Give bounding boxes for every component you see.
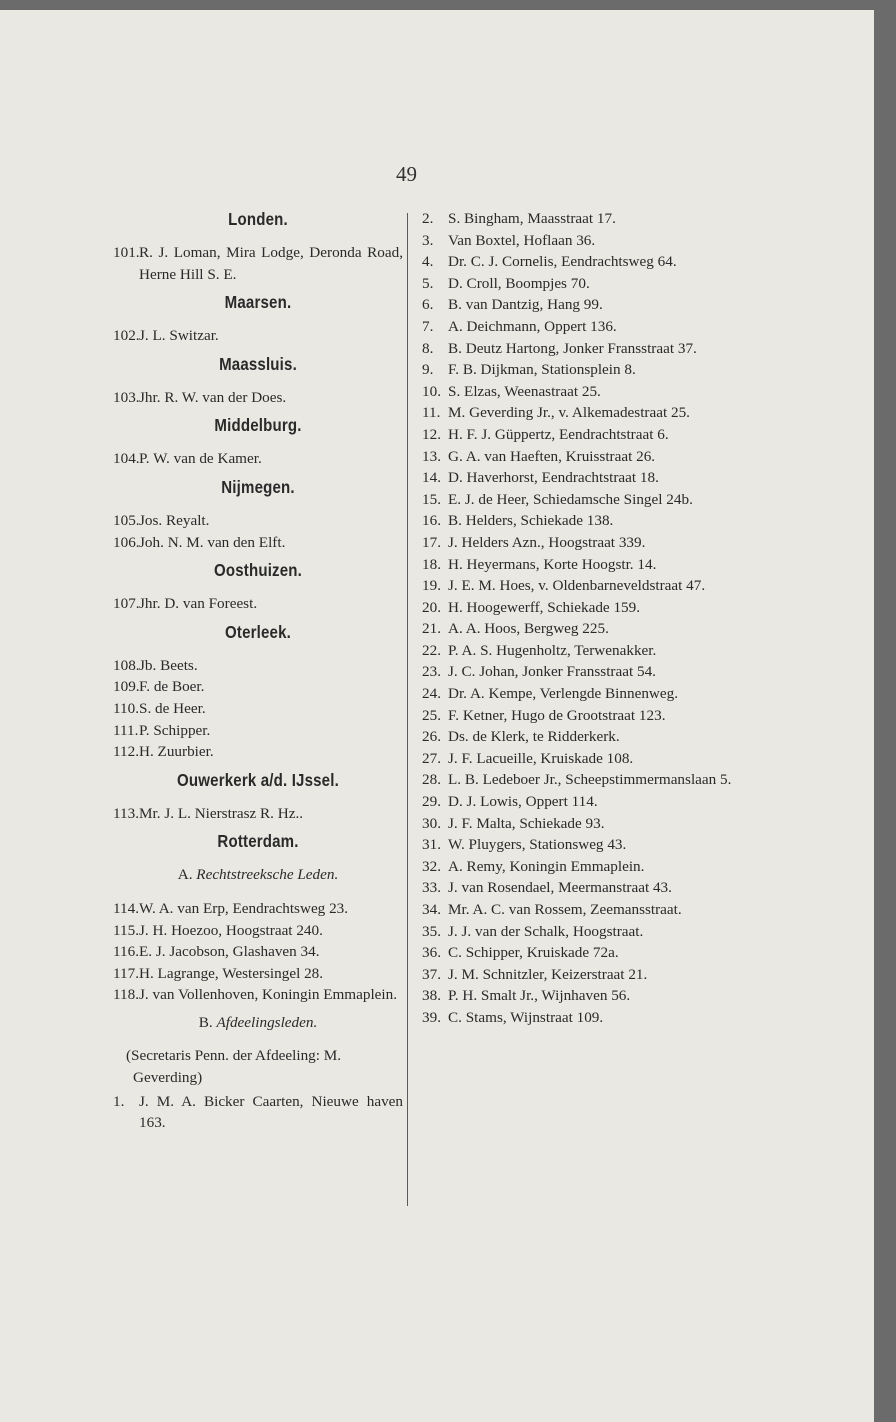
entry-number: 115. (113, 921, 140, 939)
entry-number: 111. (113, 721, 139, 739)
member-entry (113, 655, 403, 677)
member-entry (422, 877, 740, 899)
entry-text: Jhr. R. W. van der Does. (139, 388, 287, 406)
member-entry (422, 532, 740, 554)
entry-number: 24. (422, 685, 441, 703)
entry-text: P. Schipper. (139, 721, 211, 739)
entry-text: C. Schipper, Kruiskade 72a. (448, 944, 619, 962)
page-number: 49 (396, 162, 417, 186)
place-heading: Oosthuizen. (213, 560, 303, 581)
member-entry (422, 230, 740, 252)
entry-text: Mr. A. C. van Rossem, Zeemansstraat. (448, 901, 682, 918)
entry-number: 19. (422, 577, 441, 595)
entry-text: Jb. Beets. (139, 656, 198, 674)
member-entry (422, 446, 740, 468)
entry-text: J. van Rosendael, Meermanstraat 43. (448, 879, 672, 897)
member-entry (422, 208, 740, 230)
member-entry (422, 921, 740, 943)
entry-number: 1. (113, 1092, 125, 1110)
entry-text: W. Pluygers, Stationsweg 43. (448, 836, 627, 854)
entry-text: A. Deichmann, Oppert 136. (448, 317, 617, 335)
entry-number: 104. (113, 450, 140, 468)
entry-number: 101. (113, 244, 140, 261)
member-entry (422, 510, 740, 532)
member-entry (422, 575, 740, 597)
member-entry (113, 963, 403, 985)
member-entry (422, 618, 740, 640)
member-entry (422, 748, 740, 770)
entry-text: E. J. Jacobson, Glashaven 34. (139, 943, 320, 961)
place-heading: Maassluis. (219, 353, 297, 374)
member-entry (422, 942, 740, 964)
entry-text: D. J. Lowis, Oppert 114. (448, 793, 598, 811)
entry-text: J. M. Schnitzler, Keizerstraat 21. (448, 965, 648, 983)
member-entry (113, 898, 403, 920)
entry-text: Mr. J. L. Nierstrasz R. Hz.. (139, 804, 304, 822)
section-title: Afdeelingsleden. (216, 1013, 318, 1031)
entry-number: 27. (422, 749, 441, 767)
entry-text: A. A. Hoos, Bergweg 225. (448, 620, 609, 638)
entry-number: 38. (422, 987, 441, 1005)
entry-text: W. A. van Erp, Eendrachtsweg 23. (139, 899, 349, 917)
entry-text: B. Deutz Hartong, Jonker Fransstraat 37. (448, 339, 697, 357)
member-entry (422, 424, 740, 446)
column-divider (407, 213, 408, 1206)
entry-number: 116. (113, 943, 140, 961)
member-entry (422, 726, 740, 748)
entry-text: Jhr. D. van Foreest. (139, 595, 258, 613)
member-entry (422, 661, 740, 683)
entry-text: S. Elzas, Weenastraat 25. (448, 382, 601, 400)
entry-number: 6. (422, 296, 434, 314)
entry-number: 29. (422, 793, 441, 811)
member-entry (113, 532, 403, 554)
entry-text: D. Croll, Boompjes 70. (448, 274, 590, 292)
entry-text: B. Helders, Schiekade 138. (448, 512, 614, 530)
member-entry (113, 920, 403, 942)
member-entry (113, 1091, 403, 1134)
entry-text: S. Bingham, Maasstraat 17. (448, 210, 616, 227)
member-entry (113, 676, 403, 698)
entry-text: P. H. Smalt Jr., Wijnhaven 56. (448, 987, 631, 1005)
section-subheading (113, 1012, 403, 1034)
entry-number: 16. (422, 512, 441, 530)
entry-text: J. H. Hoezoo, Hoogstraat 240. (139, 921, 323, 939)
entry-number: 28. (422, 771, 441, 789)
member-entry (113, 698, 403, 720)
member-entry (422, 683, 740, 705)
member-entry (422, 964, 740, 986)
entry-text: J. F. Malta, Schiekade 93. (448, 814, 605, 832)
entry-number: 37. (422, 965, 441, 983)
entry-number: 15. (422, 490, 441, 508)
entry-text: F. Ketner, Hugo de Grootstraat 123. (448, 706, 666, 724)
entry-number: 20. (422, 598, 441, 616)
entry-number: 36. (422, 944, 441, 962)
section-title: Rechtstreeksche Leden. (196, 866, 339, 884)
section-letter: B. (198, 1013, 213, 1031)
member-entry (113, 720, 403, 742)
member-entry (113, 325, 403, 347)
entry-text: L. B. Ledeboer Jr., Scheepstimmermanslaan 5. (448, 771, 732, 789)
entry-number: 4. (422, 253, 434, 271)
entry-number: 105. (113, 511, 140, 529)
entry-text: H. Zuurbier. (139, 743, 214, 761)
entry-number: 102. (113, 327, 140, 345)
entry-number: 3. (422, 231, 434, 249)
entry-number: 9. (422, 361, 434, 379)
member-entry (422, 251, 740, 273)
entry-number: 103. (113, 388, 140, 406)
entry-text: H. Lagrange, Westersingel 28. (139, 964, 324, 982)
entry-text: D. Haverhorst, Eendrachtstraat 18. (448, 469, 659, 487)
member-entry (422, 554, 740, 576)
entry-number: 23. (422, 663, 441, 681)
entry-text: Jos. Reyalt. (139, 511, 210, 529)
member-entry (422, 402, 740, 424)
entry-number: 118. (113, 986, 140, 1004)
entry-text: J. C. Johan, Jonker Fransstraat 54. (448, 663, 656, 681)
entry-text: Dr. A. Kempe, Verlengde Binnenweg. (448, 685, 679, 703)
entry-number: 106. (113, 533, 140, 551)
member-entry (422, 769, 740, 791)
entry-text: F. B. Dijkman, Stationsplein 8. (448, 361, 636, 379)
member-entry (113, 510, 403, 532)
entry-text: M. Geverding Jr., v. Alkemadestraat 25. (448, 404, 690, 422)
section-note: (Secretaris Penn. der Afdeeling: M. Geverding) (126, 1047, 342, 1087)
member-entry (422, 489, 740, 511)
entry-text: H. F. J. Güppertz, Eendrachtstraat 6. (448, 425, 669, 443)
entry-number: 18. (422, 555, 441, 573)
entry-text: J. F. Lacueille, Kruiskade 108. (448, 749, 634, 767)
entry-number: 17. (422, 533, 441, 551)
entry-number: 13. (422, 447, 441, 465)
entry-number: 39. (422, 1008, 441, 1026)
entry-number: 108. (113, 656, 140, 674)
entry-number: 109. (113, 678, 140, 696)
entry-number: 31. (422, 836, 441, 854)
entry-text: J. J. van der Schalk, Hoogstraat. (448, 922, 644, 940)
entry-text: H. Heyermans, Korte Hoogstr. 14. (448, 555, 657, 573)
place-heading: Nijmegen. (221, 476, 295, 497)
entry-number: 25. (422, 706, 441, 724)
entry-number: 26. (422, 728, 441, 746)
entry-text: J. E. M. Hoes, v. Oldenbarneveldstraat 47. (448, 577, 706, 595)
place-heading: Rotterdam. (217, 831, 299, 852)
place-heading: Middelburg. (214, 415, 302, 436)
member-entry (422, 1007, 740, 1029)
member-entry (422, 791, 740, 813)
entry-number: 5. (422, 274, 434, 292)
place-heading: Oterleek. (225, 621, 291, 642)
place-heading: Maarsen. (224, 292, 292, 313)
entry-number: 107. (113, 595, 140, 613)
member-entry (113, 593, 403, 615)
member-entry (113, 941, 403, 963)
entry-number: 14. (422, 469, 441, 487)
member-entry (422, 273, 740, 295)
member-entry (422, 359, 740, 381)
entry-text: Van Boxtel, Hoflaan 36. (448, 231, 596, 249)
entry-number: 117. (113, 964, 140, 982)
entry-number: 112. (113, 743, 140, 761)
entry-number: 33. (422, 879, 441, 897)
member-entry (422, 316, 740, 338)
entry-text: J. van Vollenhoven, Koningin Emmaplein. (139, 986, 398, 1004)
entry-number: 30. (422, 814, 441, 832)
entry-text: C. Stams, Wijnstraat 109. (448, 1008, 604, 1026)
entry-text: J. Helders Azn., Hoogstraat 339. (448, 533, 646, 551)
right-column (422, 208, 740, 1029)
entry-text: P. A. S. Hugenholtz, Terwenakker. (448, 641, 657, 659)
member-entry (422, 640, 740, 662)
entry-number: 7. (422, 317, 434, 335)
member-entry (113, 741, 403, 763)
section-letter: A. (177, 866, 193, 884)
entry-number: 22. (422, 641, 441, 659)
place-heading: Ouwerkerk a/d. IJssel. (177, 769, 339, 790)
member-entry (422, 834, 740, 856)
member-entry (113, 984, 403, 1006)
entry-number: 12. (422, 425, 441, 443)
member-entry (422, 705, 740, 727)
entry-text: J. M. A. Bicker Caarten, Nieuwe haven 163. (139, 1092, 403, 1132)
member-entry (422, 856, 740, 878)
entry-number: 10. (422, 382, 441, 400)
member-entry (422, 985, 740, 1007)
member-entry (113, 448, 403, 470)
left-column (113, 208, 403, 1134)
member-entry (422, 294, 740, 316)
entry-number: 32. (422, 857, 441, 875)
entry-number: 110. (113, 699, 140, 717)
place-heading: Londen. (228, 209, 288, 229)
entry-text: Joh. N. M. van den Elft. (139, 533, 286, 551)
member-entry (422, 338, 740, 360)
document-page (0, 10, 874, 1422)
member-entry (113, 242, 403, 285)
entry-number: 2. (422, 210, 434, 227)
entry-number: 8. (422, 339, 434, 357)
entry-text: P. W. van de Kamer. (139, 450, 262, 468)
entry-number: 11. (422, 404, 441, 422)
entry-text: R. J. Loman, Mira Lodge, Deronda Road, Herne Hill S. E. (139, 244, 403, 283)
member-entry (422, 381, 740, 403)
entry-number: 21. (422, 620, 441, 638)
entry-text: B. van Dantzig, Hang 99. (448, 296, 603, 314)
entry-text: F. de Boer. (139, 678, 205, 696)
entry-number: 113. (113, 804, 140, 822)
entry-text: H. Hoogewerff, Schiekade 159. (448, 598, 641, 616)
entry-text: J. L. Switzar. (139, 327, 219, 345)
entry-text: E. J. de Heer, Schiedamsche Singel 24b. (448, 490, 693, 508)
entry-number: 34. (422, 901, 441, 918)
entry-text: Dr. C. J. Cornelis, Eendrachtsweg 64. (448, 253, 677, 271)
entry-number: 114. (113, 899, 140, 917)
member-entry (422, 467, 740, 489)
entry-text: G. A. van Haeften, Kruisstraat 26. (448, 447, 656, 465)
section-subheading (113, 864, 403, 886)
member-entry (422, 899, 740, 921)
member-entry (113, 803, 403, 825)
entry-text: A. Remy, Koningin Emmaplein. (448, 857, 645, 875)
entry-number: 35. (422, 922, 441, 940)
member-entry (113, 387, 403, 409)
entry-text: Ds. de Klerk, te Ridderkerk. (448, 728, 620, 746)
entry-text: S. de Heer. (139, 699, 206, 717)
member-entry (422, 813, 740, 835)
member-entry (422, 597, 740, 619)
